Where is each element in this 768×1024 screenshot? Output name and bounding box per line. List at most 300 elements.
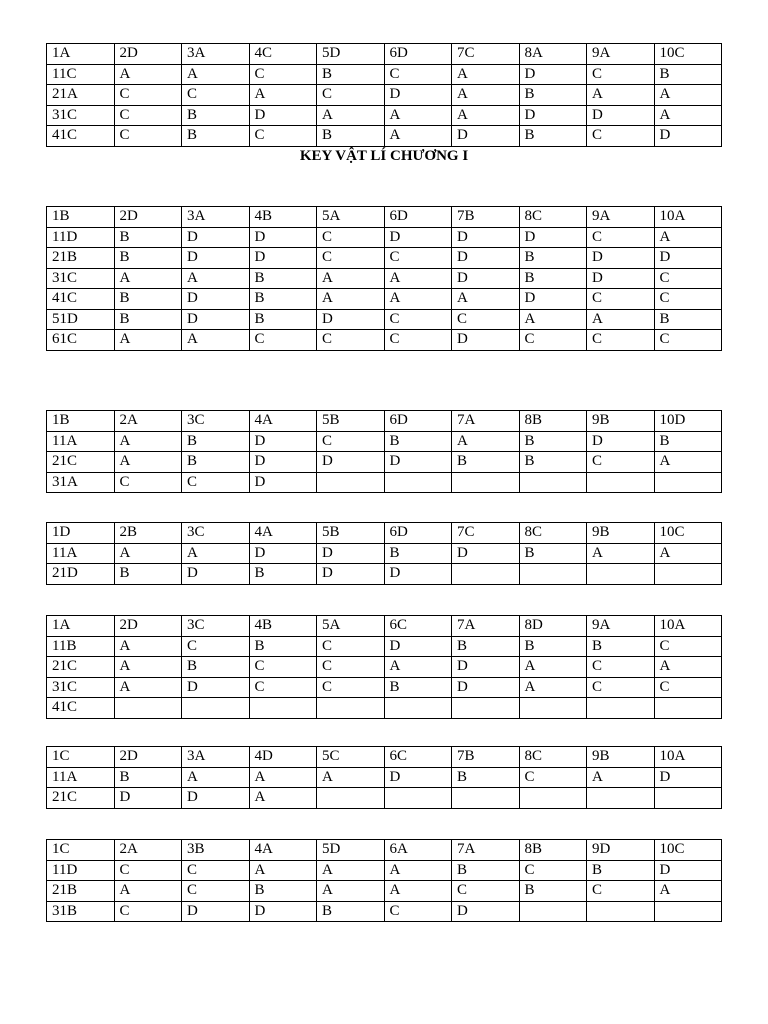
answer-cell [519, 788, 587, 809]
answer-cell: 6A [384, 840, 452, 861]
answer-cell: B [249, 268, 317, 289]
answer-cell [452, 564, 520, 585]
answer-cell: C [452, 881, 520, 902]
answer-cell: C [654, 289, 722, 310]
answer-cell: 1D [47, 523, 115, 544]
answer-cell: C [182, 85, 250, 106]
answer-cell: D [249, 543, 317, 564]
answer-cell: B [114, 248, 182, 269]
answer-cell: 41C [47, 289, 115, 310]
answer-cell: D [384, 564, 452, 585]
answer-cell: 11A [47, 767, 115, 788]
answer-cell: 31B [47, 901, 115, 922]
answer-cell: D [182, 309, 250, 330]
answer-cell [114, 698, 182, 719]
answer-cell: D [384, 452, 452, 473]
table-row [47, 698, 722, 719]
answer-cell [317, 788, 385, 809]
answer-cell: C [182, 860, 250, 881]
answer-cell [452, 472, 520, 493]
answer-cell: 3C [182, 616, 250, 637]
answer-cell: 4D [249, 747, 317, 768]
answer-cell: 7C [452, 523, 520, 544]
answer-cell: C [249, 126, 317, 147]
answer-cell: D [384, 227, 452, 248]
answer-cell: 6C [384, 747, 452, 768]
answer-cell: C [182, 881, 250, 902]
answer-cell: C [182, 636, 250, 657]
answer-cell: A [249, 860, 317, 881]
answer-cell: B [317, 901, 385, 922]
answer-cell: C [317, 248, 385, 269]
answer-cell: C [384, 248, 452, 269]
answer-cell: 4C [249, 44, 317, 65]
answer-cell: A [114, 677, 182, 698]
answer-cell: C [587, 227, 655, 248]
answer-cell: 21C [47, 657, 115, 678]
answer-cell: B [182, 452, 250, 473]
answer-cell: 5C [317, 747, 385, 768]
answer-cell: C [519, 767, 587, 788]
answer-cell: D [182, 289, 250, 310]
table-row [47, 523, 722, 544]
answer-cell: C [452, 309, 520, 330]
answer-cell: D [654, 860, 722, 881]
answer-cell: A [249, 767, 317, 788]
answer-cell [384, 472, 452, 493]
answer-cell: C [114, 105, 182, 126]
answer-cell: B [384, 677, 452, 698]
answer-key-table-3 [46, 410, 722, 493]
answer-cell: C [654, 330, 722, 351]
answer-cell: B [114, 227, 182, 248]
answer-cell [587, 472, 655, 493]
answer-cell: A [587, 309, 655, 330]
answer-cell: 4B [249, 207, 317, 228]
answer-cell: A [519, 677, 587, 698]
answer-cell: 31C [47, 268, 115, 289]
answer-cell: A [452, 289, 520, 310]
answer-cell: A [317, 289, 385, 310]
answer-cell: A [587, 85, 655, 106]
answer-cell: C [384, 330, 452, 351]
answer-cell: D [587, 248, 655, 269]
answer-cell: 51D [47, 309, 115, 330]
answer-cell: D [654, 767, 722, 788]
answer-cell: D [249, 105, 317, 126]
answer-cell: D [519, 64, 587, 85]
answer-cell: C [654, 677, 722, 698]
answer-cell: 1C [47, 840, 115, 861]
answer-cell: D [317, 309, 385, 330]
answer-cell: C [587, 677, 655, 698]
answer-cell: B [519, 248, 587, 269]
answer-cell: C [654, 636, 722, 657]
answer-cell: A [114, 330, 182, 351]
answer-cell: 21B [47, 881, 115, 902]
answer-cell: C [587, 126, 655, 147]
answer-cell: 9A [587, 616, 655, 637]
answer-cell: 21D [47, 564, 115, 585]
answer-cell: 7A [452, 616, 520, 637]
answer-cell: 8B [519, 840, 587, 861]
answer-cell: 2D [114, 616, 182, 637]
table-row [47, 616, 722, 637]
answer-cell: 7A [452, 411, 520, 432]
answer-cell: B [452, 860, 520, 881]
answer-cell [317, 472, 385, 493]
table-row [47, 677, 722, 698]
answer-cell: A [114, 268, 182, 289]
answer-cell: 4B [249, 616, 317, 637]
table-row [47, 747, 722, 768]
answer-cell: B [452, 452, 520, 473]
answer-cell: A [114, 881, 182, 902]
answer-cell: B [519, 452, 587, 473]
answer-cell [654, 472, 722, 493]
answer-cell: 21C [47, 788, 115, 809]
answer-cell: D [587, 105, 655, 126]
answer-cell: B [654, 431, 722, 452]
answer-cell: C [384, 309, 452, 330]
answer-cell: B [452, 767, 520, 788]
table-row [47, 44, 722, 65]
answer-cell: C [114, 85, 182, 106]
answer-cell: D [452, 248, 520, 269]
answer-cell: 5A [317, 616, 385, 637]
page-title: KEY VẬT LÍ CHƯƠNG I [299, 148, 469, 164]
answer-cell: B [249, 309, 317, 330]
answer-cell [384, 788, 452, 809]
answer-cell: 9B [587, 411, 655, 432]
answer-cell: C [384, 64, 452, 85]
answer-cell: 4A [249, 840, 317, 861]
answer-cell: 31C [47, 677, 115, 698]
answer-cell: B [249, 564, 317, 585]
answer-cell: D [519, 105, 587, 126]
answer-cell: B [249, 881, 317, 902]
answer-key-table-1 [46, 43, 722, 147]
answer-cell: B [519, 431, 587, 452]
answer-cell: D [452, 677, 520, 698]
answer-cell: A [654, 657, 722, 678]
answer-cell: A [384, 657, 452, 678]
answer-cell: D [452, 268, 520, 289]
answer-cell [587, 698, 655, 719]
table-row [47, 85, 722, 106]
answer-cell: A [452, 105, 520, 126]
answer-cell: B [519, 85, 587, 106]
table-row [47, 860, 722, 881]
answer-cell: B [587, 636, 655, 657]
answer-cell: B [182, 657, 250, 678]
table-row [47, 840, 722, 861]
table-row [47, 543, 722, 564]
answer-cell: A [114, 657, 182, 678]
answer-cell: 10D [654, 411, 722, 432]
table-row [47, 901, 722, 922]
answer-cell: D [182, 677, 250, 698]
table-row [47, 472, 722, 493]
answer-cell [452, 788, 520, 809]
answer-cell: D [452, 657, 520, 678]
answer-cell [519, 472, 587, 493]
answer-cell: A [317, 268, 385, 289]
answer-cell: D [249, 901, 317, 922]
answer-cell: A [182, 330, 250, 351]
answer-cell [249, 698, 317, 719]
table-row [47, 881, 722, 902]
answer-cell: 7A [452, 840, 520, 861]
answer-cell: 10A [654, 747, 722, 768]
answer-cell: B [317, 64, 385, 85]
answer-cell: A [182, 268, 250, 289]
answer-cell: D [182, 788, 250, 809]
answer-cell: D [249, 248, 317, 269]
answer-cell: D [249, 227, 317, 248]
table-row [47, 564, 722, 585]
answer-cell: A [182, 767, 250, 788]
answer-cell: A [182, 543, 250, 564]
answer-cell: D [317, 452, 385, 473]
answer-cell: 3C [182, 411, 250, 432]
answer-cell: D [249, 431, 317, 452]
answer-cell: D [384, 767, 452, 788]
answer-cell: C [249, 64, 317, 85]
answer-cell: A [317, 767, 385, 788]
answer-cell: A [654, 543, 722, 564]
answer-cell: A [519, 657, 587, 678]
answer-cell: 1C [47, 747, 115, 768]
answer-cell: 9B [587, 747, 655, 768]
answer-cell: 5B [317, 523, 385, 544]
table-row [47, 636, 722, 657]
answer-cell: A [249, 788, 317, 809]
answer-cell: 9A [587, 44, 655, 65]
answer-cell: 7B [452, 747, 520, 768]
answer-cell: A [654, 881, 722, 902]
answer-cell: 31C [47, 105, 115, 126]
answer-cell: A [317, 881, 385, 902]
answer-cell: 8A [519, 44, 587, 65]
table-row [47, 268, 722, 289]
answer-cell: 61C [47, 330, 115, 351]
answer-cell: D [452, 543, 520, 564]
answer-cell: 3A [182, 207, 250, 228]
table-row [47, 767, 722, 788]
answer-cell: 10A [654, 207, 722, 228]
answer-cell: C [587, 64, 655, 85]
answer-cell: D [249, 472, 317, 493]
answer-cell: A [317, 860, 385, 881]
answer-cell: B [317, 126, 385, 147]
table-row [47, 452, 722, 473]
table-row [47, 431, 722, 452]
answer-cell: 5A [317, 207, 385, 228]
answer-cell [519, 901, 587, 922]
answer-cell: D [182, 248, 250, 269]
answer-cell: A [384, 881, 452, 902]
answer-cell: D [384, 636, 452, 657]
answer-cell: C [114, 472, 182, 493]
answer-cell: B [519, 881, 587, 902]
answer-cell: C [384, 901, 452, 922]
answer-key-table-2 [46, 206, 722, 351]
answer-cell: 11A [47, 543, 115, 564]
answer-cell: 11A [47, 431, 115, 452]
answer-cell: 9B [587, 523, 655, 544]
answer-cell: 2B [114, 523, 182, 544]
answer-cell: D [654, 126, 722, 147]
answer-key-table-4 [46, 522, 722, 585]
answer-cell: A [317, 105, 385, 126]
answer-cell: D [519, 227, 587, 248]
answer-cell: C [317, 330, 385, 351]
answer-cell: 7C [452, 44, 520, 65]
answer-cell: D [182, 901, 250, 922]
answer-cell: 5D [317, 44, 385, 65]
answer-cell: C [317, 677, 385, 698]
table-row [47, 207, 722, 228]
answer-cell: D [519, 289, 587, 310]
answer-key-table-6 [46, 746, 722, 809]
answer-cell [452, 698, 520, 719]
table-row [47, 105, 722, 126]
answer-cell: 2A [114, 840, 182, 861]
answer-cell: 1B [47, 411, 115, 432]
answer-cell: D [452, 330, 520, 351]
answer-cell: A [114, 636, 182, 657]
answer-cell: 2D [114, 747, 182, 768]
answer-cell: B [182, 126, 250, 147]
answer-cell: 21A [47, 85, 115, 106]
answer-cell [519, 564, 587, 585]
answer-cell: 8C [519, 747, 587, 768]
answer-cell: C [114, 126, 182, 147]
answer-cell: C [182, 472, 250, 493]
answer-cell: A [114, 452, 182, 473]
answer-cell: B [519, 543, 587, 564]
answer-cell [317, 698, 385, 719]
answer-cell: 3B [182, 840, 250, 861]
answer-cell: 10C [654, 523, 722, 544]
answer-cell: 8C [519, 207, 587, 228]
answer-cell: 1A [47, 44, 115, 65]
answer-cell: A [384, 105, 452, 126]
answer-cell: 11D [47, 227, 115, 248]
answer-cell: 11B [47, 636, 115, 657]
answer-cell: 1B [47, 207, 115, 228]
answer-cell: D [587, 268, 655, 289]
answer-cell: A [114, 431, 182, 452]
answer-cell: C [249, 677, 317, 698]
table-row [47, 657, 722, 678]
answer-cell: A [519, 309, 587, 330]
answer-cell: C [114, 901, 182, 922]
table-row [47, 248, 722, 269]
answer-cell [654, 901, 722, 922]
answer-cell: 1A [47, 616, 115, 637]
answer-cell: A [654, 85, 722, 106]
answer-cell: D [114, 788, 182, 809]
answer-cell [654, 788, 722, 809]
answer-cell: C [587, 330, 655, 351]
answer-cell: 6D [384, 411, 452, 432]
answer-cell: 3C [182, 523, 250, 544]
answer-cell: C [317, 227, 385, 248]
answer-cell: 31A [47, 472, 115, 493]
answer-cell [587, 564, 655, 585]
answer-cell [587, 788, 655, 809]
answer-cell: C [317, 85, 385, 106]
answer-cell: B [249, 636, 317, 657]
table-row [47, 126, 722, 147]
answer-cell: 4A [249, 411, 317, 432]
answer-cell: B [114, 309, 182, 330]
answer-cell: B [654, 309, 722, 330]
answer-cell [384, 698, 452, 719]
answer-cell: 11D [47, 860, 115, 881]
answer-cell: 10C [654, 44, 722, 65]
answer-cell: A [654, 227, 722, 248]
answer-cell: B [182, 431, 250, 452]
answer-cell: C [114, 860, 182, 881]
answer-cell: 8D [519, 616, 587, 637]
answer-cell: D [317, 543, 385, 564]
answer-cell: D [317, 564, 385, 585]
answer-cell: C [317, 431, 385, 452]
answer-cell: D [452, 126, 520, 147]
answer-cell: A [654, 452, 722, 473]
answer-cell: 3A [182, 44, 250, 65]
answer-cell: 21C [47, 452, 115, 473]
answer-cell: B [654, 64, 722, 85]
answer-cell [182, 698, 250, 719]
answer-cell: 11C [47, 64, 115, 85]
answer-cell: 10C [654, 840, 722, 861]
table-row [47, 788, 722, 809]
answer-cell: B [114, 564, 182, 585]
answer-cell [654, 564, 722, 585]
answer-cell: 4A [249, 523, 317, 544]
answer-cell: 6C [384, 616, 452, 637]
answer-cell: B [249, 289, 317, 310]
answer-cell: 8B [519, 411, 587, 432]
answer-cell: C [519, 860, 587, 881]
table-row [47, 64, 722, 85]
answer-cell: 41C [47, 126, 115, 147]
answer-cell: B [452, 636, 520, 657]
answer-cell: C [317, 636, 385, 657]
answer-cell: 2D [114, 207, 182, 228]
answer-cell: A [384, 860, 452, 881]
answer-cell: A [452, 431, 520, 452]
answer-cell: D [384, 85, 452, 106]
answer-cell: D [654, 248, 722, 269]
answer-cell: C [587, 289, 655, 310]
table-row [47, 309, 722, 330]
answer-cell: 6D [384, 207, 452, 228]
answer-cell: 8C [519, 523, 587, 544]
table-row [47, 227, 722, 248]
answer-cell [519, 698, 587, 719]
answer-cell: B [587, 860, 655, 881]
answer-cell: A [384, 268, 452, 289]
answer-cell: A [384, 126, 452, 147]
answer-cell: 6D [384, 523, 452, 544]
answer-cell: D [452, 227, 520, 248]
answer-cell: 3A [182, 747, 250, 768]
